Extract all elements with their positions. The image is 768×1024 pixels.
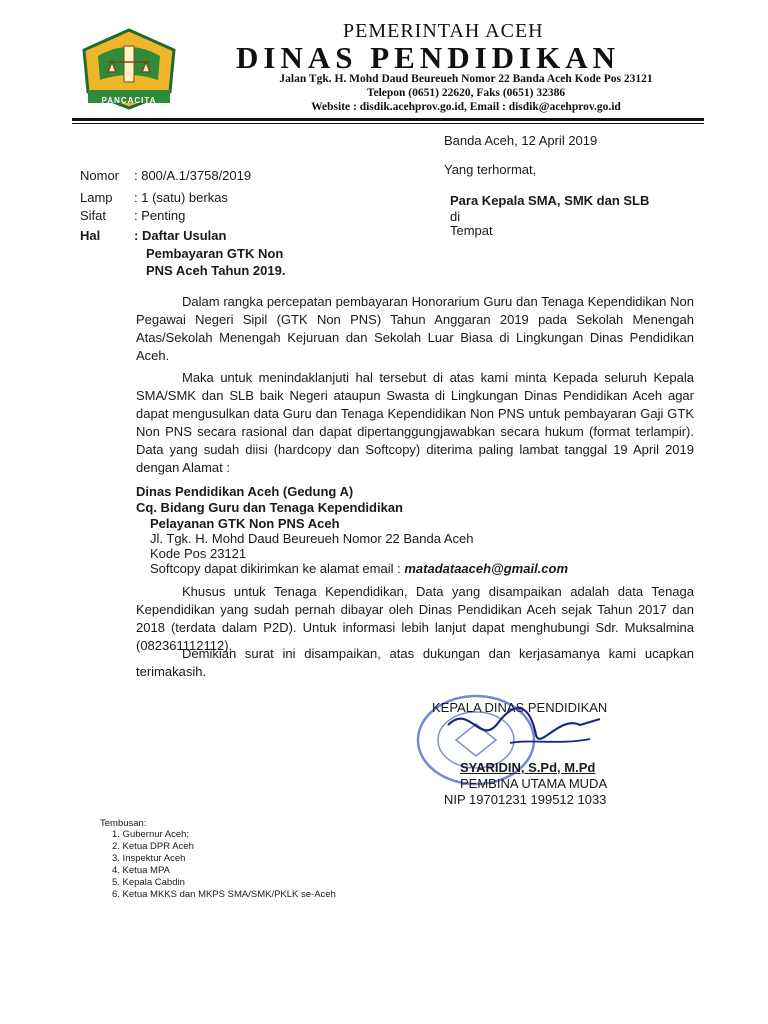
government-name: PEMERINTAH ACEH	[343, 20, 544, 42]
email-address[interactable]: matadataaceh@gmail.com	[404, 561, 569, 576]
email-prefix: Softcopy dapat dikirimkan ke alamat email :	[150, 561, 405, 576]
cc-heading: Tembusan:	[100, 818, 147, 829]
nomor-label: Nomor	[80, 168, 120, 183]
cc-item: 3. Inspektur Aceh	[112, 853, 186, 864]
sifat-label: Sifat	[80, 208, 107, 223]
cc-item: 2. Ketua DPR Aceh	[112, 841, 194, 852]
hal-value: : Daftar Usulan	[134, 228, 227, 243]
address-line-1: Dinas Pendidikan Aceh (Gedung A)	[136, 484, 354, 499]
nomor-value: : 800/A.1/3758/2019	[134, 168, 252, 183]
letterhead-address: Jalan Tgk. H. Mohd Daud Beureueh Nomor 22 Banda Aceh Kode Pos 23121	[279, 73, 653, 85]
signature-title: KEPALA DINAS PENDIDIKAN	[432, 700, 608, 715]
recipient-salutation: Yang terhormat,	[444, 162, 537, 177]
body-paragraph-1: Dalam rangka percepatan pembayaran Honorarium Guru dan Tenaga Kependidikan Non Pegawai Negeri Sipil (GTK Non PNS) Tahun Anggaran 2019 pada Sekolah Menengah Atas/Sekolah Menengah Kejuruan dan Sekolah Luar Biasa di Lingkungan Dinas Pendidikan Aceh.	[136, 294, 694, 363]
cc-item: 4. Ketua MPA	[112, 865, 170, 876]
lamp-value: : 1 (satu) berkas	[134, 190, 228, 205]
hal-line-2: Pembayaran GTK Non	[146, 246, 284, 261]
cc-item: 6. Ketua MKKS dan MKPS SMA/SMK/PKLK se-Aceh	[112, 889, 336, 900]
body-paragraph-3: Khusus untuk Tenaga Kependidikan, Data yang disampaikan adalah data Tenaga Kependidikan yang sudah pernah dibayar oleh Dinas Pendidikan Aceh sejak Tahun 2017 dan 2018 (terdata dalam P2D). Untuk informasi lebih lanjut dapat menghubungi Sdr. Muksalmina (082361112112).	[136, 584, 694, 653]
cc-list	[112, 829, 336, 901]
address-line-4: Jl. Tgk. H. Mohd Daud Beureueh Nomor 22 Banda Aceh	[150, 531, 474, 546]
letterhead-website: Website : disdik.acehprov.go.id, Email : disdik@acehprov.go.id	[311, 101, 621, 113]
signatory-name: SYARIDIN, S.Pd, M.Pd	[460, 760, 596, 775]
dateline: Banda Aceh, 12 April 2019	[444, 133, 598, 148]
address-line-5: Kode Pos 23121	[150, 546, 247, 561]
recipient-at: di	[450, 209, 461, 224]
hal-line-3: PNS Aceh Tahun 2019.	[146, 263, 286, 278]
signatory-rank: PEMBINA UTAMA MUDA	[460, 776, 608, 791]
letterhead-rule-thin	[72, 123, 704, 124]
logo-caption: PANCACITA	[101, 96, 157, 105]
cc-item: 1. Gubernur Aceh;	[112, 829, 190, 840]
body-paragraph-2: Maka untuk menindaklanjuti hal tersebut di atas kami minta Kepada seluruh Kepala SMA/SMK dan SLB baik Negeri ataupun Swasta di Lingkungan Dinas Pendidikan Aceh agar dapat mengusulkan data Guru dan Tenaga Kependidikan Non PNS untuk pembayaran Gaji GTK Non PNS secara rasional dan dapat dipertanggungjawabkan secara hukum (format terlampir). Data yang sudah diisi (hardcopy dan Softcopy) diterima paling lambat tanggal 19 April 2019 dengan Alamat :	[136, 370, 694, 475]
handwritten-signature	[440, 695, 610, 765]
address-line-3: Pelayanan GTK Non PNS Aceh	[150, 516, 340, 531]
sifat-value: : Penting	[134, 208, 186, 223]
letterhead-rule	[72, 118, 704, 121]
address-line-2: Cq. Bidang Guru dan Tenaga Kependidikan	[136, 500, 404, 515]
hal-label: Hal	[80, 228, 101, 243]
recipient-place: Tempat	[450, 223, 493, 238]
signatory-nip: NIP 19701231 199512 1033	[444, 792, 607, 807]
body-paragraph-4: Demikian surat ini disampaikan, atas dukungan dan kerjasamanya kami ucapkan terimakasih.	[136, 646, 694, 679]
lamp-label: Lamp	[80, 190, 113, 205]
department-name: DINAS PENDIDIKAN	[236, 40, 621, 75]
address-line-6	[150, 561, 568, 576]
letterhead-phone: Telepon (0651) 22620, Faks (0651) 32386	[366, 87, 566, 99]
cc-item: 5. Kepala Cabdin	[112, 877, 185, 888]
recipient-name: Para Kepala SMA, SMK dan SLB	[450, 193, 650, 208]
